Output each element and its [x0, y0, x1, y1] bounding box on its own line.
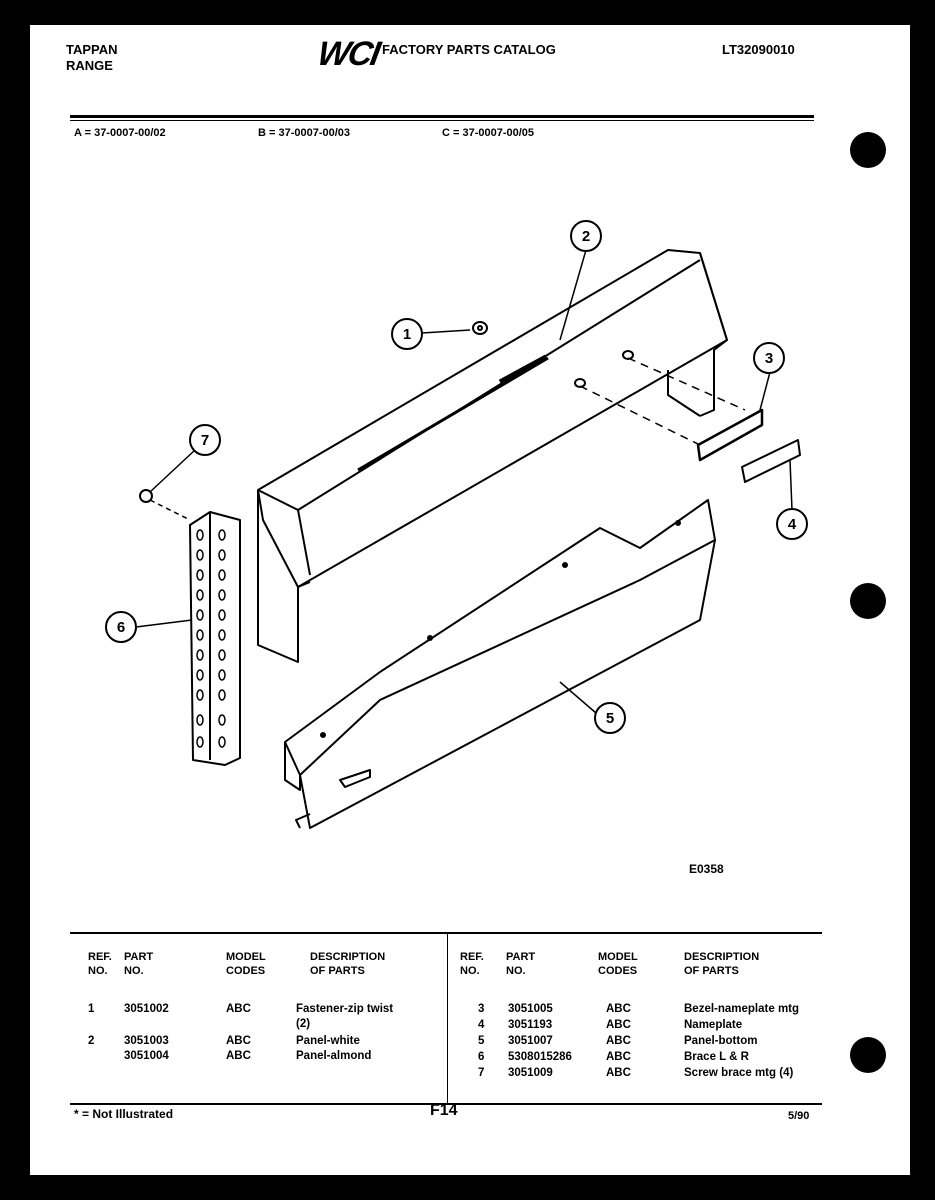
cell-desc: Brace L & R [684, 1051, 749, 1063]
cell-desc: Screw brace mtg (4) [684, 1067, 794, 1079]
bezel-part [698, 410, 762, 460]
cell-codes: ABC [606, 1067, 631, 1079]
catalog-code: LT32090010 [722, 42, 795, 57]
cell-part: 3051005 [508, 1003, 553, 1015]
table-column-divider [447, 934, 448, 1104]
cell-desc: Panel-almond [296, 1050, 372, 1062]
header-ref-right: REF. NO. [460, 951, 484, 977]
model-b: B = 37-0007-00/03 [258, 127, 351, 139]
footer-note: * = Not Illustrated [74, 1107, 174, 1121]
cell-ref: 4 [478, 1019, 485, 1031]
header-model-left: MODEL CODES [226, 951, 266, 977]
fastener-part [473, 322, 487, 334]
callout-3: 3 [764, 350, 774, 367]
cell-ref: 3 [478, 1003, 485, 1015]
cell-part: 3051193 [508, 1019, 553, 1031]
cell-desc: Fastener-zip twist [296, 1003, 394, 1015]
cell-codes: ABC [226, 1003, 251, 1015]
cell-codes: ABC [606, 1019, 631, 1031]
cell-ref: 7 [478, 1067, 485, 1079]
header-part-left: PART NO. [124, 951, 154, 977]
header-ref-left: REF. NO. [88, 951, 112, 977]
cell-desc: (2) [296, 1018, 311, 1030]
model-c: C = 37-0007-00/05 [442, 127, 535, 139]
page-number: F14 [430, 1102, 458, 1119]
cell-codes: ABC [226, 1050, 251, 1062]
cell-codes: ABC [606, 1035, 631, 1047]
cell-ref: 1 [88, 1003, 95, 1015]
brand-name: TAPPAN [66, 42, 118, 57]
callout-6: 6 [116, 619, 126, 636]
cell-desc: Bezel-nameplate mtg [684, 1003, 800, 1015]
cell-ref: 2 [88, 1035, 95, 1047]
cell-desc: Nameplate [684, 1019, 743, 1031]
cell-ref: 5 [478, 1035, 485, 1047]
callout-7: 7 [200, 432, 210, 449]
cell-part: 3051004 [124, 1050, 169, 1062]
cell-part: 3051009 [508, 1067, 553, 1079]
cell-desc: Panel-bottom [684, 1035, 758, 1047]
diagram-id: E0358 [689, 862, 724, 876]
cell-part: 3051007 [508, 1035, 553, 1047]
header-model-right: MODEL CODES [598, 951, 638, 977]
catalog-title: FACTORY PARTS CATALOG [382, 42, 556, 57]
cell-codes: ABC [226, 1035, 251, 1047]
cell-part: 3051003 [124, 1035, 169, 1047]
cell-part: 5308015286 [508, 1051, 572, 1063]
cell-ref: 6 [478, 1051, 485, 1063]
table-top-rule [70, 932, 822, 934]
callout-2: 2 [581, 228, 591, 245]
product-type: RANGE [66, 58, 113, 73]
footer-date: 5/90 [788, 1110, 810, 1122]
cell-codes: ABC [606, 1051, 631, 1063]
model-a: A = 37-0007-00/02 [74, 127, 166, 139]
cell-part: 3051002 [124, 1003, 169, 1015]
header-desc-right: DESCRIPTION OF PARTS [684, 951, 760, 977]
cell-codes: ABC [606, 1003, 631, 1015]
header-desc-left: DESCRIPTION OF PARTS [310, 951, 386, 977]
callout-5: 5 [605, 710, 615, 727]
wci-logo: WCI [314, 35, 382, 73]
callout-4: 4 [787, 516, 797, 533]
callout-1: 1 [402, 326, 412, 343]
header-part-right: PART NO. [506, 951, 536, 977]
cell-desc: Panel-white [296, 1035, 360, 1047]
